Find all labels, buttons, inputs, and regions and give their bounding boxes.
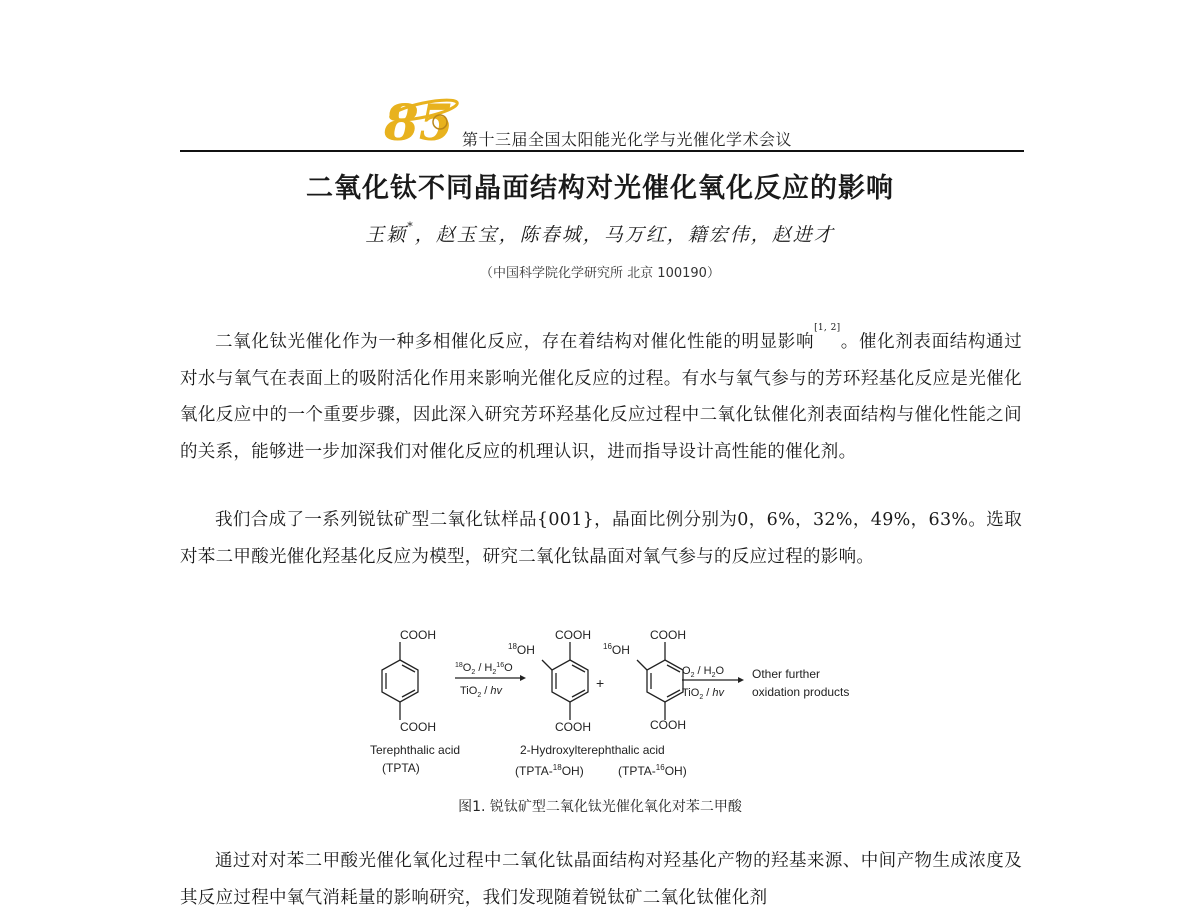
affiliation: （中国科学院化学研究所 北京 100190） <box>480 266 720 281</box>
further-products-line2: oxidation products <box>752 685 850 699</box>
product18-cooh-top: COOH <box>555 628 591 642</box>
product16-oh: $^{16}$OH <box>603 642 630 657</box>
header-rule <box>180 150 1024 152</box>
logo-text: 85 <box>384 93 454 146</box>
reactant-abbr: (TPTA) <box>382 761 420 775</box>
product18-label: (TPTA-$^{18}$OH) <box>515 763 584 778</box>
p1-text-b: 。催化剂表面结构通过对水与氧气在表面上的吸附活化作用来影响光催化反应的过程。有水与氧气参与的芳环羟基化反应是光催化氧化反应中的一个重要步骤，因此深入研究芳环羟基化反应过程中二氧化钛催化剂表面结构与催化性能之间的关系，能够进一步加深我们对催化反应的机理认识，进而指导设计高性能的催化剂。 <box>180 332 1022 462</box>
first-author: 王颖 <box>365 224 408 246</box>
arrow2-conditions-top: $O_2 / H_2O$ <box>682 665 725 679</box>
plus-sign: + <box>596 675 605 691</box>
product-name: 2-Hydroxylterephthalic acid <box>520 743 665 757</box>
product16-label: (TPTA-$^{16}$OH) <box>618 763 687 778</box>
reaction-scheme <box>360 620 880 790</box>
reactant-cooh-top: COOH <box>400 628 436 642</box>
reactant-name: Terephthalic acid <box>370 743 461 757</box>
arrow2-conditions-bottom: TiO$_2$ / hv <box>682 687 725 701</box>
product16-cooh-top: COOH <box>650 628 686 642</box>
figure-caption: 图1. 锐钛矿型二氧化钛光催化氧化对苯二甲酸 <box>458 799 742 815</box>
paragraph-intro <box>180 324 1022 470</box>
paragraph-samples: 我们合成了一系列锐钛矿型二氧化钛样品{001}，晶面比例分别为0，6%，32%，49%，63%。选取对苯二甲酸光催化羟基化反应为模型，研究二氧化钛晶面对氧气参与的反应过程的影响。 <box>180 510 1022 567</box>
conference-title: 第十三届全国太阳能光化学与光催化学术会议 <box>462 130 793 149</box>
product16-cooh-bottom: COOH <box>650 718 686 732</box>
paragraph-results: 通过对对苯二甲酸光催化氧化过程中二氧化钛晶面结构对羟基化产物的羟基来源、中间产物生成浓度及其反应过程中氧气消耗量的影响研究，我们发现随着锐钛矿二氧化钛催化剂 <box>180 851 1022 908</box>
arrow1-conditions-top: $^{18}O_2 / H_2^{16}O$ <box>455 662 513 676</box>
product18-oh: $^{18}$OH <box>508 642 535 657</box>
corresponding-mark: * <box>407 220 415 233</box>
reactant-cooh-bottom: COOH <box>400 720 436 734</box>
tpta-16oh-structure <box>637 642 683 720</box>
co-authors: ，赵玉宝，陈春城，马万红，籍宏伟，赵进才 <box>414 224 835 246</box>
reaction-arrow-1-head <box>520 675 526 681</box>
arrow1-conditions-bottom: TiO$_2$ / hv <box>460 685 503 699</box>
reaction-arrow-2-head <box>738 677 744 683</box>
terephthalic-acid-structure <box>382 642 418 720</box>
iso18-label-a: 18 <box>455 662 463 669</box>
tpta-18oh-structure <box>542 642 588 720</box>
paper-title: 二氧化钛不同晶面结构对光催化氧化反应的影响 <box>306 173 894 204</box>
p1-text-a: 二氧化钛光催化作为一种多相催化反应，存在着结构对催化性能的明显影响 <box>215 332 815 352</box>
conference-85-logo <box>380 88 460 146</box>
citation-ref: [1, 2] <box>814 323 841 333</box>
further-products-line1: Other further <box>752 667 821 681</box>
product18-cooh-bottom: COOH <box>555 720 591 734</box>
author-list <box>0 220 1200 247</box>
